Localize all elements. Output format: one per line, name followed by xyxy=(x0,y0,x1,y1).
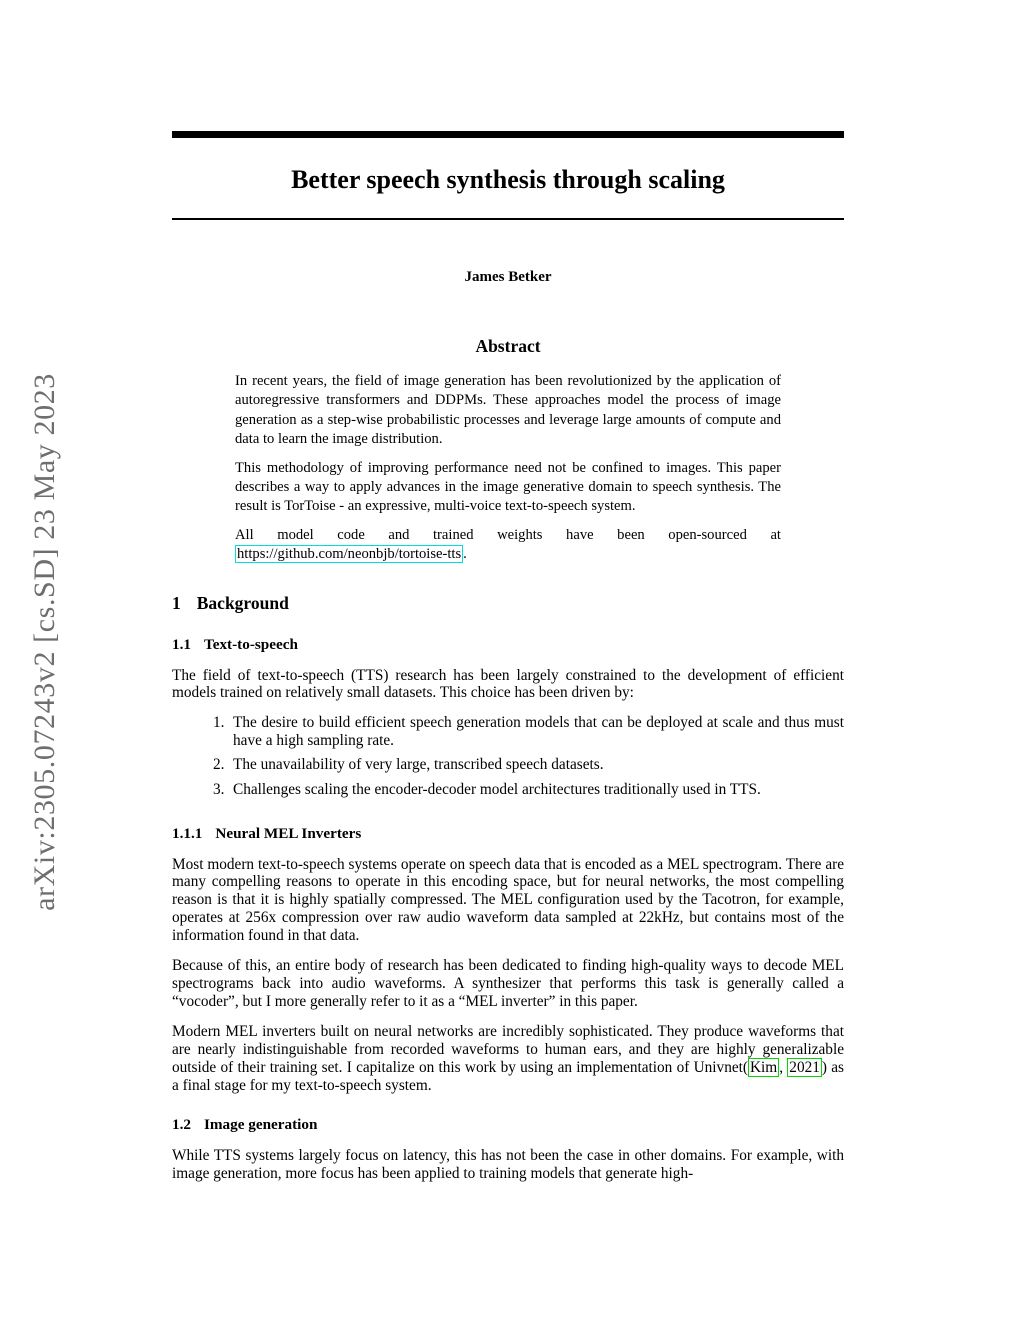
abstract-paragraph-3 xyxy=(235,526,781,565)
mel-paragraph-2: Because of this, an entire body of research has been dedicated to finding high-quality ways to decode MEL spectrograms back into audio waveforms. A synthesizer that performs this task is generally called a “vocoder”, but I more generally refer to it as a “MEL inverter” in this paper. xyxy=(172,957,844,1010)
list-item-number: 1. xyxy=(213,713,225,731)
section-1-2-number: 1.2 xyxy=(172,1116,191,1134)
section-1-number: 1 xyxy=(172,592,181,613)
section-1-label: Background xyxy=(196,592,289,613)
list-item-text: The unavailability of very large, transcribed speech datasets. xyxy=(233,756,604,774)
list-item xyxy=(213,714,844,749)
author-name: James Betker xyxy=(464,268,552,285)
section-1-heading xyxy=(172,593,844,614)
paper-title: Better speech synthesis through scaling xyxy=(291,165,725,194)
section-1-1-label: Text-to-speech xyxy=(203,635,298,653)
citation-year-link[interactable]: 2021 xyxy=(789,1058,820,1076)
section-1-2-label: Image generation xyxy=(203,1116,318,1134)
section-1-1-1-number: 1.1.1 xyxy=(172,824,203,842)
arxiv-watermark: arXiv:2305.07243v2 [cs.SD] 23 May 2023 xyxy=(28,373,61,911)
abstract-paragraph-2: This methodology of improving performance need not be confined to images. This paper describes a way to apply advances in the image generative domain to speech synthesis. The result is TorToise - an expressive, multi-voice text-to-speech system. xyxy=(235,459,781,515)
abstract-heading: Abstract xyxy=(475,335,541,356)
paper-content xyxy=(172,0,844,1183)
section-1-1-1-heading xyxy=(172,825,844,843)
list-item-number: 3. xyxy=(213,781,225,799)
section-1-1-heading xyxy=(172,636,844,654)
tts-numbered-list xyxy=(172,714,844,799)
section-1-2-heading xyxy=(172,1116,844,1134)
github-repo-link[interactable]: https://github.com/neonbjb/tortoise-tts xyxy=(237,546,462,563)
mel-paragraph-3-tail: ) as a final stage for my text-to-speech system. xyxy=(172,1058,844,1094)
section-1-1-1-label: Neural MEL Inverters xyxy=(215,824,362,842)
mel-paragraph-1: Most modern text-to-speech systems operate on speech data that is encoded as a MEL spectrogram. There are many compelling reasons to operate in this encoding space, but for neural networks, the most compelling reason is that it is highly spatially compressed. The MEL configuration used by the Tacotron, for example, operates at 256x compression over raw audio waveform data sampled at 22kHz, but contains most of the information found in that data. xyxy=(172,855,844,944)
abstract-paragraph-3-line1: All model code and trained weights have been open-sourced at xyxy=(235,526,781,543)
list-item xyxy=(213,781,844,799)
citation-kim-link[interactable]: Kim xyxy=(749,1058,778,1076)
list-item xyxy=(213,756,844,774)
abstract-section xyxy=(235,336,781,565)
section-1-1-number: 1.1 xyxy=(172,635,191,653)
title-rule xyxy=(172,218,844,220)
mel-paragraph-3-text: Modern MEL inverters built on neural networks are incredibly sophisticated. They produce waveforms that are nearly indistinguishable from recorded waveforms to human ears, and they are highly generalizable outside of their training set. I capitalize on this work by using an implementation of Univnet( xyxy=(172,1023,844,1076)
list-item-number: 2. xyxy=(213,756,225,774)
abstract-paragraph-3-period: . xyxy=(463,546,467,563)
citation-separator: , xyxy=(779,1058,788,1076)
abstract-paragraph-1: In recent years, the field of image generation has been revolutionized by the application of autoregressive transformers and DDPMs. These approaches model the process of image generation as a step-wise probabilistic processes and leverage large amounts of compute and data to learn the image distribution. xyxy=(235,372,781,448)
list-item-text: The desire to build efficient speech generation models that can be deployed at scale and thus must have a high sampling rate. xyxy=(233,713,844,749)
top-rule xyxy=(172,131,844,138)
imagegen-paragraph-1: While TTS systems largely focus on latency, this has not been the case in other domains. For example, with image generation, more focus has been applied to training models that generate high- xyxy=(172,1147,844,1182)
mel-paragraph-3 xyxy=(172,1023,844,1094)
list-item-text: Challenges scaling the encoder-decoder model architectures traditionally used in TTS. xyxy=(233,781,761,799)
tts-intro-paragraph: The field of text-to-speech (TTS) research has been largely constrained to the development of efficient models trained on relatively small datasets. This choice has been driven by: xyxy=(172,666,844,702)
